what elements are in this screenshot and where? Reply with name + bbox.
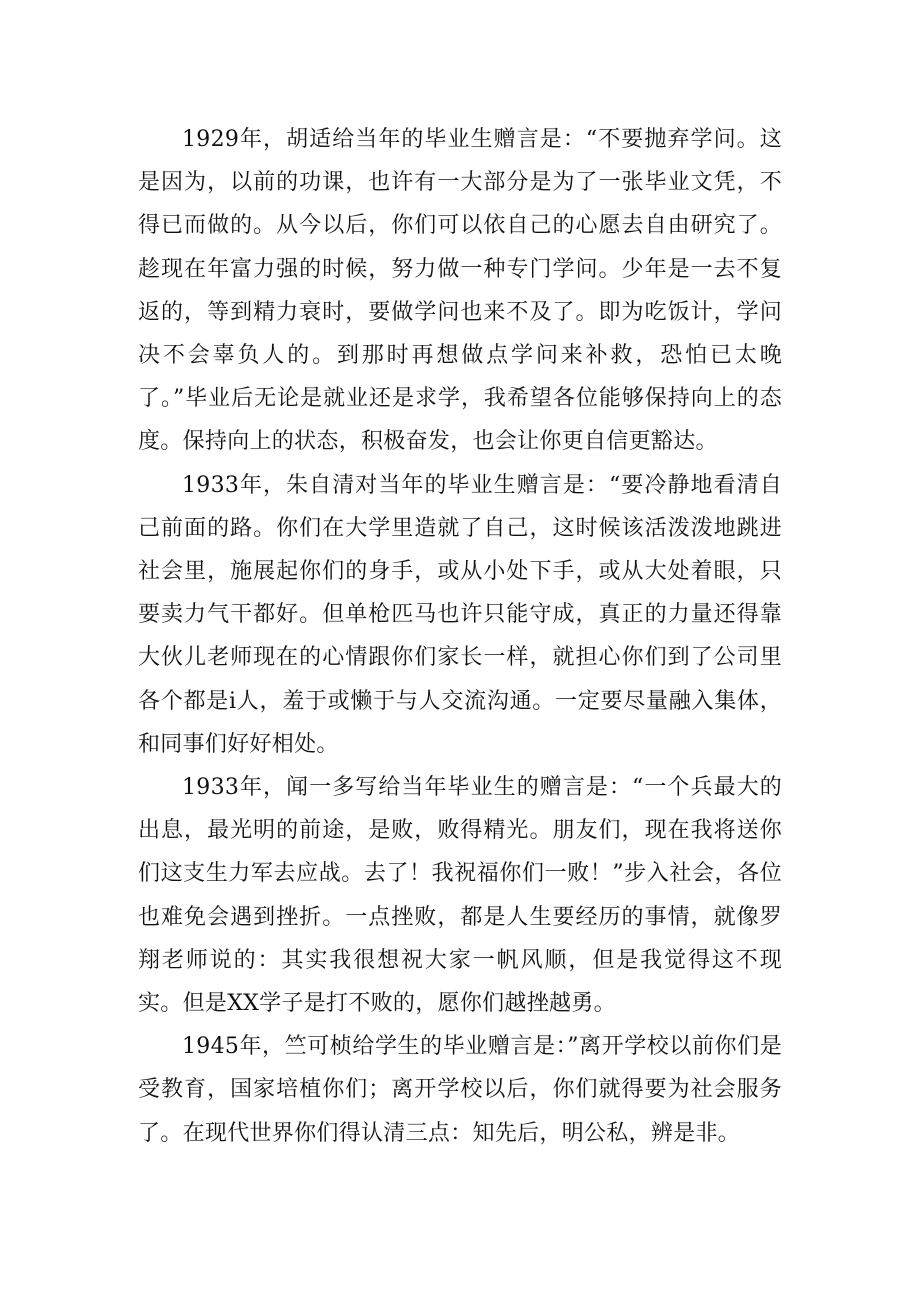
paragraph-zhu-kezhen: 1945年，竺可桢给学生的毕业赠言是：”离开学校以前你们是受教育，国家培植你们；离开学校以后，你们就得要为社会服务了。在现代世界你们得认清三点：知先后，明公私，辨是非。: [138, 1034, 782, 1146]
paragraph-wen-yiduo: 1933年，闻一多写给当年毕业生的赠言是：“一个兵最大的出息，最光明的前途，是败，败得精光。朋友们，现在我将送你们这支生力军去应战。去了！我祝福你们一败！”步入社会，各位也难免会遇到挫折。一点挫败，都是人生要经历的事情，就像罗翔老师说的：其实我很想祝大家一帆风顺，但是我觉得这不现实。但是XX学子是打不败的，愿你们越挫越勇。: [138, 775, 782, 1017]
paragraph-zhu-ziqing: 1933年，朱自清对当年的毕业生赠言是：“要冷静地看清自己前面的路。你们在大学里造就了自己，这时候该活泼泼地跳进社会里，施展起你们的身手，或从小处下手，或从大处着眼，只要卖力气干都好。但单枪匹马也许只能守成，真正的力量还得靠大伙儿老师现在的心情跟你们家长一样，就担心你们到了公司里各个都是i人，羞于或懒于与人交流沟通。一定要尽量融入集体，和同事们好好相处。: [138, 472, 782, 757]
paragraph-hu-shi: 1929年，胡适给当年的毕业生赠言是：“不要抛弃学问。这是因为，以前的功课，也许有一大部分是为了一张毕业文凭，不得已而做的。从今以后，你们可以依自己的心愿去自由研究了。趁现在年富力强的时候，努力做一种专门学问。少年是一去不复返的，等到精力衰时，要做学问也来不及了。即为吃饭计，学问决不会辜负人的。到那时再想做点学问来补救，恐怕已太晚了。”毕业后无论是就业还是求学，我希望各位能够保持向上的态度。保持向上的状态，积极奋发，也会让你更自信更豁达。: [138, 127, 782, 455]
